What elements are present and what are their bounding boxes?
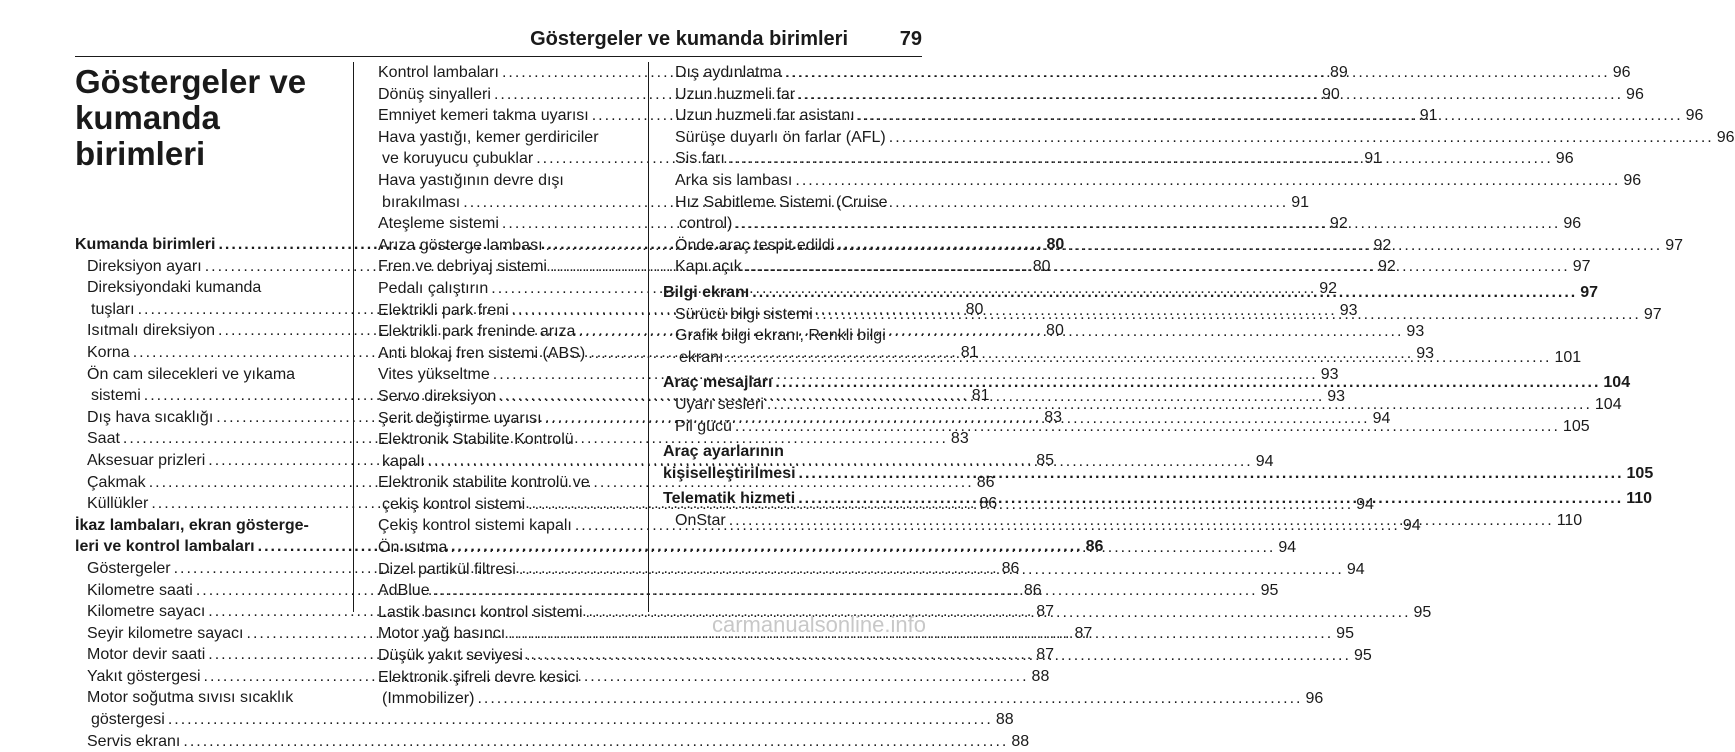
- toc-entry-label: Sürüşe duyarlı ön farlar (AFL): [675, 128, 886, 146]
- toc-entry-label: Dönüş sinyalleri: [378, 85, 491, 103]
- toc-entry-page: 96: [1612, 64, 1631, 81]
- toc-entry-page: 87: [1036, 646, 1055, 664]
- toc-entry-label: Lastik basıncı kontrol sistemi: [378, 603, 583, 621]
- dot-leader: [889, 127, 1714, 149]
- chapter-title: [75, 64, 337, 172]
- toc-entry-page: 94: [1346, 560, 1365, 578]
- toc-entry-page: 96: [1623, 171, 1642, 189]
- toc-entry-label: OnStar: [675, 511, 726, 529]
- dot-leader: [837, 235, 1662, 257]
- dot-leader: [586, 602, 1411, 624]
- toc-entry-label: Servis ekranı: [87, 732, 181, 750]
- toc-entry-page: 83: [1044, 408, 1063, 426]
- toc-entry-label: Telematik hizmeti: [663, 490, 796, 508]
- toc-entry-page: 94: [1402, 517, 1421, 535]
- toc-entry-label-line-1: Hız Sabitleme Sistemi (Cruise: [675, 193, 888, 211]
- toc-entry-page: 104: [1603, 374, 1631, 392]
- toc-entry-label: Arka sis lambası: [675, 171, 793, 189]
- dot-leader: [798, 84, 1623, 106]
- toc-entry-page: 93: [1327, 387, 1346, 405]
- header-rule: [75, 56, 922, 57]
- toc-entry-label-line-1: Elektronik Stabilite Kontrolü: [378, 431, 574, 449]
- toc-entry-page: 95: [1336, 625, 1354, 643]
- watermark: carmanualsonline.info: [711, 612, 926, 637]
- toc-entry-label-line-1: Grafik bilgi ekranı, Renkli bilgi: [675, 327, 886, 345]
- toc-entry-label-line-1: Direksiyondaki kumanda: [87, 279, 262, 297]
- toc-entry-label-line-2: leri ve kontrol lambaları: [75, 538, 255, 556]
- toc-entry-page: 80: [1032, 257, 1051, 275]
- toc-entry-label: Vites yükseltme: [378, 366, 490, 384]
- toc-entry-page: 105: [1562, 417, 1590, 435]
- dot-leader: [168, 709, 993, 731]
- toc-entry-label-line-2: bırakılması: [382, 193, 461, 211]
- dot-leader: [795, 170, 1620, 192]
- toc-entry-label-line-1: Ön cam silecekleri ve yıkama: [87, 365, 296, 383]
- toc-entry-page: 97: [1665, 236, 1683, 254]
- toc-entry-label: Araç mesajları: [663, 374, 773, 392]
- toc-entry-label-line-1: Hava yastığı, kemer gerdiriciler: [378, 128, 599, 146]
- toc-entry-label: Korna: [87, 343, 130, 361]
- toc-entry-label: Fren ve debriyaj sistemi: [378, 258, 547, 276]
- dot-leader: [433, 580, 1258, 602]
- toc-entry-page: 96: [1305, 690, 1324, 708]
- toc-entry-label: Küllükler: [87, 495, 149, 513]
- dot-leader: [785, 62, 1610, 84]
- toc-entry-label: Ateşleme sistemi: [378, 215, 499, 233]
- toc-entry-page: 81: [960, 343, 979, 361]
- toc-entry-label: Arıza gösterge lambası: [378, 236, 543, 254]
- toc-entry-label: Uzun huzmeli far: [675, 85, 796, 103]
- toc-entry-label: Isıtmalı direksiyon: [87, 322, 216, 340]
- toc-entry-label: Seyir kilometre sayacı: [87, 624, 244, 642]
- toc-entry-page: 94: [1255, 452, 1274, 470]
- toc-entry-page: 96: [1716, 128, 1735, 146]
- page-number: 79: [899, 28, 922, 50]
- dot-leader: [526, 645, 1351, 667]
- toc-entry-label-line-2: sistemi: [91, 387, 141, 405]
- toc-entry-label-line-2: kapalı: [382, 452, 425, 470]
- toc-entry-label: Sis farı: [675, 150, 725, 168]
- toc-entry-label: Yakıt göstergesi: [87, 667, 201, 685]
- toc-entry-label: Çakmak: [87, 473, 146, 491]
- toc-entry-label-line-2: ve koruyucu çubuklar: [382, 150, 534, 168]
- toc-entry[interactable]: [663, 170, 1642, 192]
- toc-entry-page: 101: [1554, 348, 1582, 366]
- toc-entry-page: 97: [1580, 283, 1599, 301]
- toc-entry-label: Direksiyon ayarı: [87, 257, 202, 275]
- toc-entry-page: 110: [1556, 511, 1583, 529]
- toc-entry-page: 104: [1594, 395, 1622, 413]
- column-divider-2: [648, 62, 649, 612]
- toc-entry-page: 86: [979, 495, 998, 513]
- toc-entry-page: 96: [1563, 215, 1582, 233]
- toc-entry-page: 81: [971, 387, 990, 405]
- toc-entry-label: Servo direksiyon: [378, 387, 497, 405]
- toc-entry-label: Önde araç tespit edildi: [675, 236, 835, 254]
- toc-entry-label-line-2: tuşları: [91, 300, 135, 318]
- toc-entry-label: Kapı açık: [675, 258, 742, 276]
- toc-entry-label: Şerit değiştirme uyarısı: [378, 409, 542, 427]
- toc-entry-page: 94: [1356, 495, 1374, 513]
- toc-entry-page: 93: [1406, 323, 1425, 341]
- toc-entry-label: Dizel partikül filtresi: [378, 560, 516, 578]
- toc-entry-label-line-1: İkaz lambaları, ekran gösterge-: [75, 516, 309, 534]
- toc-entry-page: 97: [1643, 305, 1662, 323]
- dot-leader: [775, 372, 1600, 394]
- dot-leader: [477, 688, 1302, 710]
- toc-entry-page: 97: [1572, 258, 1591, 276]
- toc-entry-page: 87: [1074, 624, 1093, 642]
- toc-entry-label-line-1: Elektronik şifreli devre kesici: [378, 668, 579, 686]
- toc-entry-page: 110: [1626, 490, 1652, 508]
- toc-entry-page: 93: [1320, 366, 1339, 384]
- toc-entry-page: 94: [1278, 539, 1297, 557]
- toc-entry-page: 86: [976, 473, 995, 491]
- toc-entry-label: Sürücü bilgi sistemi: [675, 305, 813, 323]
- toc-entry-page: 85: [1036, 451, 1055, 469]
- chapter-title-line-1: Göstergeler ve: [75, 63, 307, 100]
- toc-entry-label: Elektrikli park freninde arıza: [378, 323, 576, 341]
- toc-entry-label: Anti blokaj fren sistemi (ABS): [378, 344, 586, 362]
- dot-leader: [816, 304, 1641, 326]
- toc-entry-label: Dış aydınlatma: [675, 64, 782, 81]
- toc-entry-label: Kontrol lambaları: [378, 64, 499, 81]
- dot-leader: [752, 282, 1577, 304]
- toc-entry-label: Emniyet kemeri takma uyarısı: [378, 107, 589, 125]
- toc-entry-page: 95: [1413, 603, 1432, 621]
- toc-entry-label: Bilgi ekranı: [663, 283, 750, 301]
- toc-entry-label: Pil gücü: [675, 417, 732, 435]
- toc-entry-label: Pedalı çalıştırın: [378, 279, 489, 297]
- toc-entry-label: Dış hava sıcaklığı: [87, 408, 214, 426]
- toc-entry-page: 88: [1031, 667, 1050, 685]
- toc-entry-page: 91: [1364, 150, 1382, 168]
- toc-entry-label: Göstergeler: [87, 559, 171, 577]
- toc-entry-label: Ön ısıtma: [378, 539, 448, 557]
- toc-entry-page: 88: [995, 711, 1014, 729]
- toc-entry-page: 80: [1046, 322, 1064, 340]
- toc-entry-page: 92: [1373, 236, 1392, 254]
- toc-entry-label: Kilometre saati: [87, 581, 193, 599]
- dot-leader: [728, 148, 1553, 170]
- toc-entry-page: 90: [1321, 85, 1340, 103]
- dot-leader: [450, 537, 1275, 559]
- toc-entry-page: 86: [1023, 581, 1042, 599]
- toc-entry-page: 96: [1685, 107, 1704, 125]
- toc-entry-label-line-1: Hava yastığının devre dışı: [378, 171, 564, 189]
- toc-entry-label: Çekiş kontrol sistemi kapalı: [378, 517, 572, 535]
- toc-entry[interactable]: [75, 731, 1030, 752]
- toc-entry-label: Kumanda birimleri: [75, 236, 216, 253]
- running-head: [0, 0, 960, 58]
- toc-entry-page: 93: [1416, 344, 1434, 362]
- toc-entry-page: 86: [1001, 559, 1020, 577]
- column-divider-1: [353, 62, 354, 612]
- running-head-title: Göstergeler ve kumanda birimleri: [530, 28, 848, 50]
- toc-entry-page: 87: [1036, 603, 1055, 621]
- toc-entry-label: Elektrikli park freni: [378, 301, 509, 319]
- dot-leader: [799, 463, 1624, 485]
- toc-entry-label: Uzun huzmeli far asistanı: [675, 107, 855, 125]
- toc-entry-page: 96: [1626, 85, 1644, 103]
- toc-entry-page: 93: [1339, 301, 1358, 319]
- toc-entry-label-line-2: çekiş kontrol sistemi: [382, 495, 526, 513]
- dot-leader: [183, 731, 1008, 752]
- dot-leader: [858, 105, 1683, 127]
- toc-entry-page: 96: [1555, 150, 1574, 168]
- toc-entry-page: 89: [1329, 64, 1348, 81]
- toc-entry-page: 91: [1291, 193, 1310, 211]
- toc-entry-page: 92: [1377, 258, 1396, 276]
- toc-entry-label: Kilometre sayacı: [87, 603, 206, 621]
- toc-entry-label: Motor devir saati: [87, 646, 206, 664]
- toc-entry-page: 86: [1085, 538, 1104, 556]
- dot-leader: [726, 347, 1551, 369]
- toc-entry-page: 95: [1260, 582, 1279, 600]
- toc-entry[interactable]: [663, 127, 1735, 149]
- toc-entry-label-line-1: Araç ayarlarının: [663, 443, 784, 461]
- dot-leader: [798, 488, 1623, 510]
- toc-entry-label: Aksesuar prizleri: [87, 451, 206, 469]
- toc-entry-page: 92: [1329, 215, 1348, 233]
- toc-entry-label-line-2: (Immobilizer): [382, 690, 475, 708]
- toc-entry-page: 80: [1046, 236, 1065, 253]
- dot-leader: [735, 213, 1560, 235]
- dot-leader: [729, 510, 1554, 532]
- toc-entry-label: Motor yağ basıncı: [378, 625, 506, 643]
- toc-entry-label-line-2: ekranı: [679, 348, 724, 366]
- toc-entry-page: 94: [1372, 409, 1391, 427]
- toc-entry-page: 105: [1626, 464, 1654, 482]
- dot-leader: [745, 256, 1570, 278]
- toc-entry-page: 88: [1011, 732, 1030, 750]
- toc-entry-label-line-2: control): [679, 215, 733, 233]
- toc-entry-page: 80: [965, 300, 984, 318]
- toc-entry-label: AdBlue: [378, 582, 430, 600]
- dot-leader: [519, 559, 1344, 581]
- toc-entry-label: Uyarı sesleri: [675, 395, 764, 413]
- toc-entry-label-line-1: Motor soğutma sıvısı sıcaklık: [87, 689, 294, 707]
- toc-entry-label-line-1: Elektronik stabilite kontrolü ve: [378, 474, 590, 492]
- toc-entry-page: 83: [950, 430, 969, 448]
- dot-leader: [767, 394, 1592, 416]
- toc-entry-page: 92: [1319, 279, 1338, 297]
- toc-entry-label: Düşük yakıt seviyesi: [378, 647, 523, 665]
- toc-entry-label: Saat: [87, 430, 120, 448]
- chapter-title-line-2: kumanda birimleri: [75, 99, 220, 172]
- toc-entry-page: 95: [1353, 647, 1372, 665]
- toc-entry-label-line-2: kişiselleştirilmesi: [663, 464, 796, 482]
- toc-entry-label-line-2: göstergesi: [91, 711, 165, 729]
- dot-leader: [735, 416, 1560, 438]
- toc-entry-page: 91: [1419, 107, 1438, 125]
